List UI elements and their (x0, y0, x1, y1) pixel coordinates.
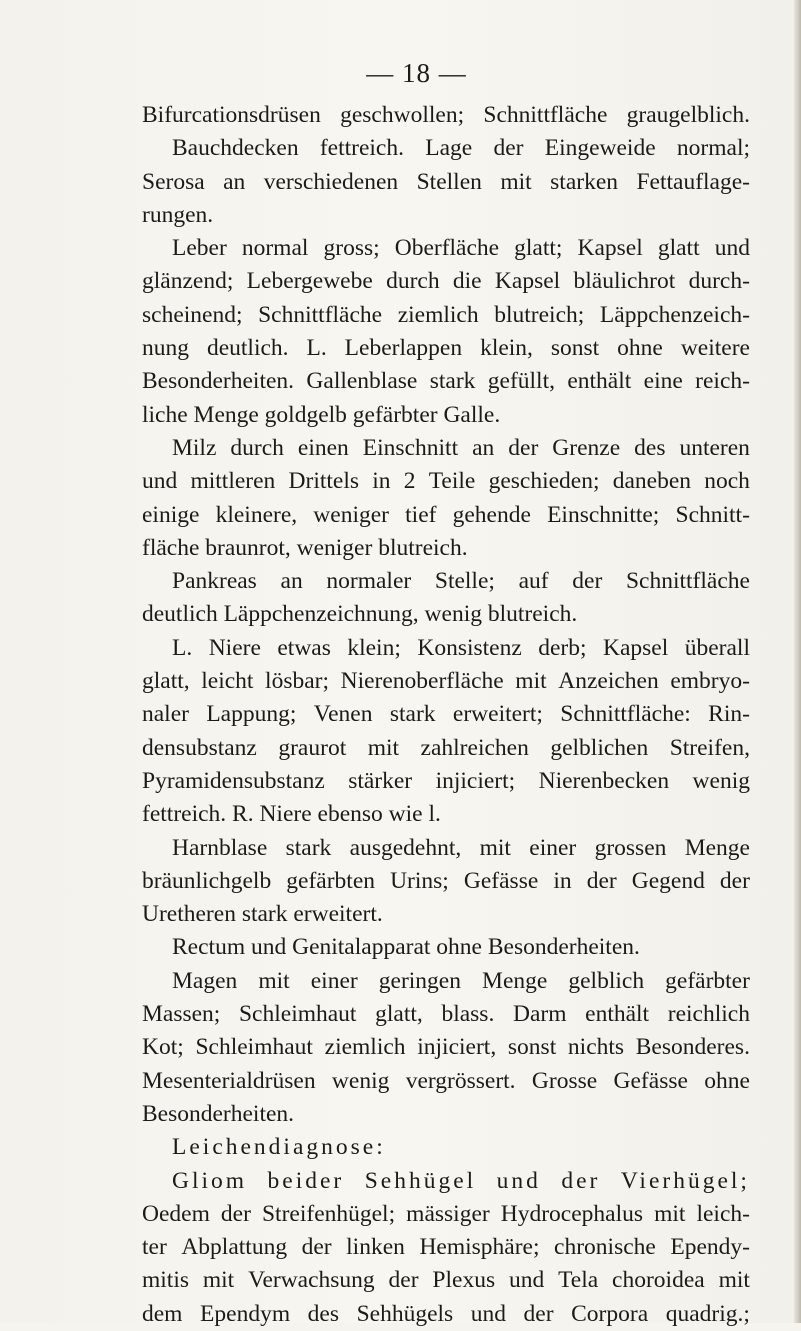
word: mit (202, 1267, 235, 1294)
word: linken (346, 1234, 405, 1261)
word: Mesenterialdrüsen (142, 1067, 316, 1094)
word: L. (172, 634, 193, 661)
word: glatt (657, 235, 700, 262)
word: an (280, 568, 303, 595)
word: enthält (567, 368, 632, 395)
word: Kapsel (494, 268, 561, 295)
word: der (493, 135, 524, 162)
word: reichlich (667, 1001, 750, 1028)
word: mittleren (190, 468, 276, 495)
word: Menge (684, 834, 750, 861)
word: Milz (172, 434, 217, 461)
word: durch (386, 268, 440, 295)
word: ziemlich (324, 1034, 406, 1061)
word: graugelblich. (626, 102, 750, 128)
word: Stelle; (434, 568, 495, 595)
word: Einschnitte; (547, 501, 660, 528)
text-line (142, 598, 750, 631)
word: Gefässe (613, 1067, 688, 1094)
word: die (452, 268, 482, 295)
word: Leberlappen (344, 335, 463, 362)
word: Massen; (142, 1001, 221, 1028)
text-line (142, 1165, 750, 1198)
word: Leber (172, 235, 227, 262)
word: Pankreas (172, 568, 257, 595)
word: choroidea (612, 1267, 705, 1294)
word: überall (684, 634, 750, 661)
word: noch (704, 468, 750, 495)
word: Eingeweide (544, 135, 656, 162)
word: der (508, 434, 539, 461)
text-line (142, 1298, 750, 1331)
text-line (142, 698, 750, 731)
word: ziemlich (397, 301, 479, 328)
text-line (142, 532, 750, 565)
word: derb; (538, 634, 587, 661)
word: Anzeichen (558, 668, 659, 695)
word: geschwollen; (340, 102, 465, 128)
text-line-content: Uretheren stark erweitert. (142, 901, 383, 928)
word: stark (285, 834, 332, 861)
word: densubstanz (142, 734, 257, 761)
text-line (142, 632, 750, 665)
word: Bifurcationsdrüsen (142, 102, 321, 128)
word: Menge (482, 967, 548, 994)
word: Schnitt- (675, 501, 750, 528)
word: Gegend (631, 867, 705, 894)
word: nichts (567, 1034, 625, 1061)
word: Ependym (200, 1300, 291, 1327)
word: der (220, 1200, 251, 1227)
word: Nierenbecken (538, 767, 670, 794)
word: Kapsel (603, 634, 669, 661)
word: mit (515, 668, 547, 695)
word: glänzend; (142, 268, 234, 295)
word: gelblichen (550, 734, 649, 761)
word: Oedem (142, 1200, 210, 1227)
word: Darm (512, 1001, 567, 1028)
word: gefärbter (665, 967, 750, 994)
text-line (142, 1264, 750, 1297)
text-line (142, 832, 750, 865)
word: glatt; (514, 235, 563, 262)
word: Hydrocephalus (500, 1200, 644, 1227)
word: Einschnitt (362, 434, 459, 461)
word: wenig (331, 1067, 390, 1094)
word: Grosse (531, 1067, 598, 1094)
word: etwas (277, 634, 331, 661)
word: weitere (680, 335, 750, 362)
word: an (223, 168, 246, 195)
word: eine (643, 368, 683, 395)
word: sonst (507, 1034, 557, 1061)
word: mit (718, 1267, 750, 1294)
word: quadrig.; (665, 1300, 750, 1327)
word: enthält (585, 1001, 650, 1028)
word: Besonderes. (635, 1034, 750, 1061)
word: Niere (208, 634, 261, 661)
word: naler (142, 701, 189, 728)
word: Corpora (571, 1300, 649, 1327)
word: geschieden; (488, 468, 600, 495)
word: Drittels (288, 468, 360, 495)
page-number: — 18 — (366, 58, 467, 88)
word: ohne (617, 335, 663, 362)
text-line-content: Leichendiagnose: (172, 1134, 386, 1161)
text-line (142, 565, 750, 598)
word: Grenze (552, 434, 621, 461)
word: injiciert; (435, 767, 516, 794)
word: des (634, 434, 666, 461)
text-line-content: fettreich. R. Niere ebenso wie l. (142, 801, 441, 828)
word: L. (306, 335, 327, 362)
text-line-content: deutlich Läppchenzeichnung, wenig blutreich. (142, 601, 578, 628)
text-line (142, 166, 750, 199)
text-line (142, 931, 750, 964)
word: der (586, 867, 617, 894)
word: glatt, (142, 668, 190, 695)
word: und (142, 468, 178, 495)
word: an (472, 434, 495, 461)
text-line (142, 965, 750, 998)
text-line (142, 265, 750, 298)
word: verschiedenen (263, 168, 399, 195)
text-line (142, 499, 750, 532)
word: sonst (550, 335, 600, 362)
word: und (508, 1267, 545, 1294)
word: injiciert, (417, 1034, 497, 1061)
word: Schleimhaut (195, 1034, 313, 1061)
word: Schnittfläche (258, 301, 383, 328)
word: beider (267, 1167, 345, 1194)
word: Verwachsung (248, 1267, 375, 1294)
word: nung (142, 335, 189, 362)
word: Rin- (708, 701, 750, 728)
text-line-content: Rectum und Genitalapparat ohne Besonderheiten. (172, 934, 640, 961)
text-line-content: liche Menge goldgelb gefärbter Galle. (142, 401, 501, 428)
word: weniger (313, 501, 389, 528)
word: Schleimhaut (238, 1001, 357, 1028)
word: Hemisphäre; (419, 1234, 540, 1261)
word: Streifen, (669, 734, 750, 761)
word: des (307, 1300, 339, 1327)
word: Abplattung (181, 1234, 288, 1261)
word: einige (142, 501, 200, 528)
text-line (142, 432, 750, 465)
word: der (523, 1300, 554, 1327)
word: Gliom (172, 1167, 248, 1194)
word: mässiger (406, 1200, 490, 1227)
text-line (142, 1198, 750, 1231)
word: klein; (347, 634, 401, 661)
word: der (561, 1167, 601, 1194)
word: reich- (695, 368, 750, 395)
text-line (142, 998, 750, 1031)
word: stark (429, 368, 476, 395)
word: Tela (558, 1267, 599, 1294)
word: gelblich (568, 967, 645, 994)
text-line (142, 1098, 750, 1131)
word: unteren (679, 434, 750, 461)
word: gehende (452, 501, 531, 528)
word: der (301, 1234, 332, 1261)
word: blutreich; (494, 301, 585, 328)
word: kleinere, (215, 501, 298, 528)
word: leicht (201, 668, 254, 695)
text-line (142, 365, 750, 398)
word: mit (654, 1200, 686, 1227)
word: in (372, 468, 391, 495)
word: gefüllt, (487, 368, 555, 395)
word: Streifenhügel; (261, 1200, 396, 1227)
word: und (714, 235, 750, 262)
word: Ependy- (670, 1234, 750, 1261)
word: normal; (676, 135, 750, 162)
word: tief (405, 501, 437, 528)
text-line-content: fläche braunrot, weniger blutreich. (142, 534, 468, 561)
page-edge-shadow (794, 0, 801, 1323)
text-line (142, 798, 750, 831)
word: Oberfläche (394, 235, 500, 262)
word: Urins; (390, 867, 449, 894)
word: Venen (313, 701, 373, 728)
word: glatt, (375, 1001, 423, 1028)
page-body-text (142, 99, 750, 1331)
word: auf (518, 568, 549, 595)
word: ter (142, 1234, 167, 1261)
word: scheinend; (142, 301, 243, 328)
word: Konsistenz (417, 634, 522, 661)
word: Schnittfläche (483, 102, 608, 128)
word: Gefässe (463, 867, 539, 894)
word: dem (142, 1300, 183, 1327)
word: leich- (696, 1200, 750, 1227)
word: Serosa (142, 168, 205, 195)
word: mitis (142, 1267, 190, 1294)
word: durch (230, 434, 284, 461)
word: Sehhügel (364, 1167, 477, 1194)
text-line (142, 765, 750, 798)
word: und (470, 1300, 506, 1327)
word: normaler (326, 568, 412, 595)
word: Lappung; (206, 701, 297, 728)
word: in (553, 867, 572, 894)
word: der (719, 867, 750, 894)
word: einer (529, 834, 577, 861)
word: lösbar; (265, 668, 330, 695)
word: grossen (594, 834, 667, 861)
text-line (142, 399, 750, 432)
word: stark (389, 701, 436, 728)
word: Teile (428, 468, 476, 495)
text-line (142, 99, 750, 132)
word: Schnittfläche: (560, 701, 691, 728)
text-line (142, 332, 750, 365)
word: mit (258, 967, 290, 994)
word: vergrössert. (405, 1067, 516, 1094)
word: graurot (278, 734, 347, 761)
text-line (142, 732, 750, 765)
word: blass. (441, 1001, 495, 1028)
word: ohne (704, 1067, 750, 1094)
word: erweitert; (452, 701, 543, 728)
word: Sehhügels (356, 1300, 454, 1327)
word: deutlich. (206, 335, 289, 362)
word: stärker (348, 767, 413, 794)
text-line (142, 1231, 750, 1264)
text-line (142, 1131, 750, 1164)
text-line (142, 1031, 750, 1064)
word: mit (500, 168, 532, 195)
word: starken (550, 168, 619, 195)
word: ausgedehnt, (349, 834, 462, 861)
word: bläulichrot (573, 268, 676, 295)
text-line (142, 865, 750, 898)
word: chronische (554, 1234, 656, 1261)
word: Kot; (142, 1034, 184, 1061)
word: embryo- (670, 668, 750, 695)
text-line (142, 132, 750, 165)
text-line (142, 665, 750, 698)
text-line (142, 465, 750, 498)
word: durch- (688, 268, 750, 295)
word: einen (297, 434, 349, 461)
word: einer (310, 967, 358, 994)
text-line (142, 232, 750, 265)
word: Harnblase (172, 834, 268, 861)
word: bräunlichgelb (142, 867, 272, 894)
word: gefärbten (286, 867, 376, 894)
word: wenig (692, 767, 750, 794)
word: geringen (378, 967, 461, 994)
text-line-content: rungen. (142, 201, 214, 228)
word: normal (241, 235, 309, 262)
word: mit (479, 834, 511, 861)
word: klein, (480, 335, 533, 362)
word: mit (367, 734, 400, 761)
text-line-content: Besonderheiten. (142, 1100, 295, 1127)
text-line (142, 299, 750, 332)
word: Gallenblase (306, 368, 418, 395)
word: 2 (403, 468, 416, 495)
word: zahlreichen (420, 734, 529, 761)
word: Bauchdecken (172, 135, 299, 162)
word: Pyramidensubstanz (142, 767, 325, 794)
word: Kapsel (577, 235, 643, 262)
word: fettreich. (319, 135, 404, 162)
text-line (142, 199, 750, 232)
word: Magen (172, 967, 238, 994)
word: Stellen (416, 168, 482, 195)
word: Besonderheiten. (142, 368, 295, 395)
word: gross; (323, 235, 380, 262)
word: der (388, 1267, 419, 1294)
word: der (572, 568, 603, 595)
word: Plexus (432, 1267, 496, 1294)
word: Läppchenzeich- (599, 301, 750, 328)
text-line (142, 898, 750, 931)
word: Lebergewebe (246, 268, 373, 295)
text-line (142, 1065, 750, 1098)
word: Nierenoberfläche (340, 668, 504, 695)
word: Lage (425, 135, 473, 162)
word: Fettauflage- (636, 168, 750, 195)
word: daneben (612, 468, 692, 495)
word: Schnittfläche (625, 568, 750, 595)
word: und (496, 1167, 541, 1194)
word: Vierhügel; (620, 1167, 750, 1194)
